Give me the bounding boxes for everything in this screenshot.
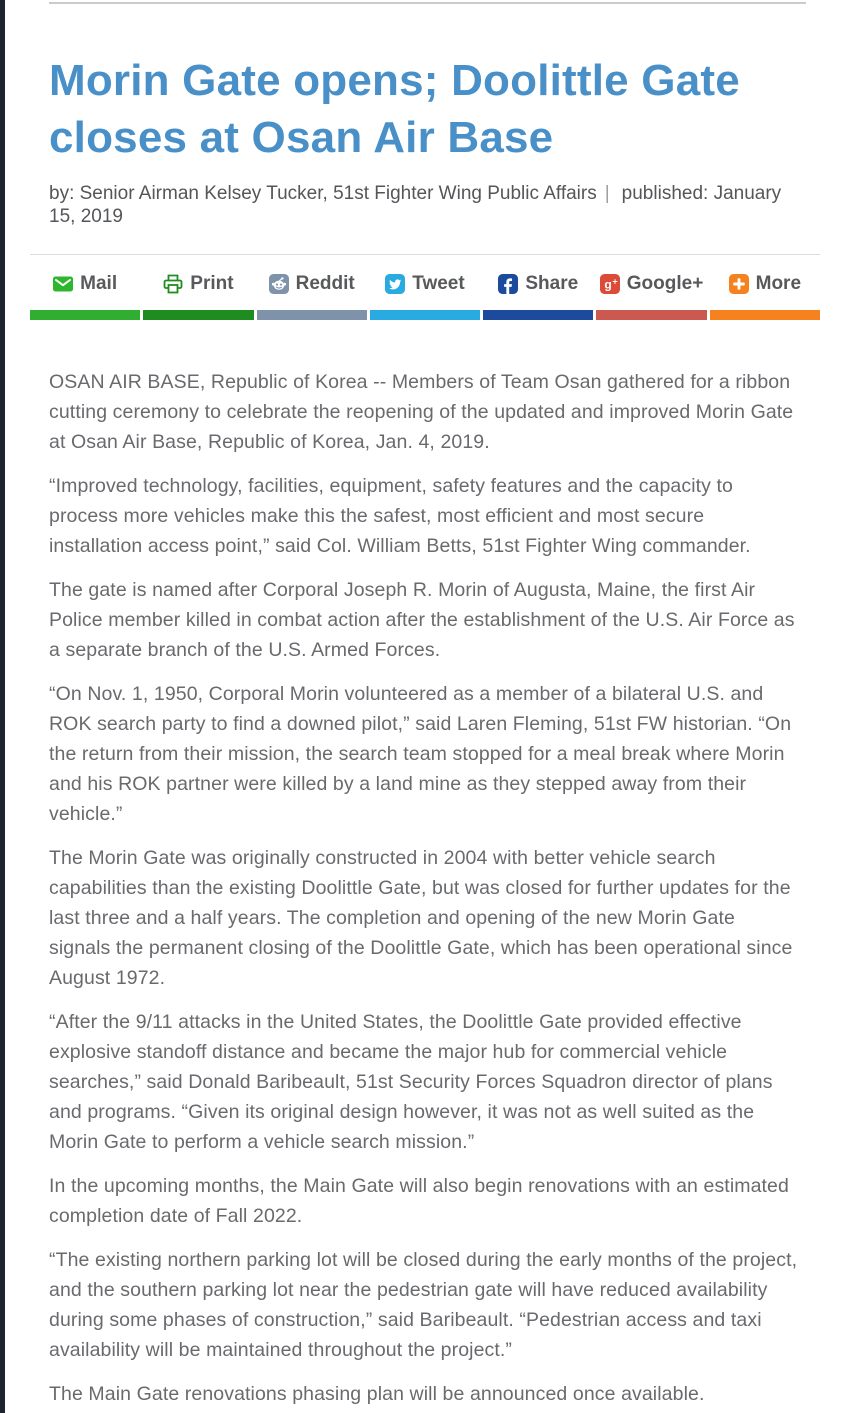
mail-icon (53, 274, 73, 294)
twitter-bird-icon (385, 274, 405, 294)
article-paragraph: “Improved technology, facilities, equipment, safety features and the capacity to process more vehicles make this the safest, most efficient and most secure installation access point,” said Col. William Betts, 51st Fighter Wing commander. (49, 475, 751, 557)
article-paragraph: OSAN AIR BASE, Republic of Korea -- Members of Team Osan gathered for a ribbon cutting ceremony to celebrate the reopening of the updated and improved Morin Gate at Osan Air Base, Republic of Korea, Jan. 4, 2019. (49, 371, 794, 453)
share-button-row (30, 255, 820, 320)
share-button-underline (257, 310, 367, 320)
share-button-underline (596, 310, 706, 320)
page-left-edge-strip (0, 0, 5, 1413)
article-body (0, 367, 843, 1409)
article-paragraph: “After the 9/11 attacks in the United States, the Doolittle Gate provided effective explosive standoff distance and became the major hub for commercial vehicle searches,” said Donald Baribeault, 51st Security Forces Squadron director of plans and programs. “Given its original design however, it was not as well suited as the Morin Gate to perform a vehicle search mission.” (49, 1011, 773, 1153)
print-icon (163, 274, 183, 294)
share-button-tweet[interactable] (370, 270, 480, 320)
share-button-reddit[interactable] (257, 270, 367, 320)
byline (49, 182, 793, 228)
share-button-label: Reddit (295, 272, 355, 294)
share-button-googleplus[interactable] (596, 270, 706, 320)
share-button-label: Mail (80, 272, 118, 294)
share-button-underline (370, 310, 480, 320)
facebook-icon (498, 274, 518, 294)
byline-published-date: published: January 15, 2019 (49, 183, 782, 227)
article-paragraph: In the upcoming months, the Main Gate will also begin renovations with an estimated completion date of Fall 2022. (49, 1175, 789, 1227)
article-paragraph: “On Nov. 1, 1950, Corporal Morin volunteered as a member of a bilateral U.S. and ROK search party to find a downed pilot,” said Laren Fleming, 51st FW historian. “On the return from their mission, the search team stopped for a meal break where Morin and his ROK partner were killed by a land mine as they stepped away from their vehicle.” (49, 683, 792, 825)
share-button-more[interactable] (710, 270, 820, 320)
share-toolbar (0, 254, 843, 320)
byline-separator: | (604, 183, 610, 204)
article-headline: Morin Gate opens; Doolittle Gate closes at Osan Air Base (49, 56, 740, 162)
reddit-icon (269, 274, 289, 294)
share-button-underline (143, 310, 253, 320)
google-plus-icon (600, 274, 620, 294)
share-button-label: Print (190, 272, 234, 294)
share-button-mail[interactable] (30, 270, 140, 320)
article-paragraph: “The existing northern parking lot will be closed during the early months of the project, and the southern parking lot near the pedestrian gate will have reduced availability during some phases of construction,” said Baribeault. “Pedestrian access and taxi availability will be maintained throughout the project.” (49, 1249, 798, 1361)
article-paragraph: The Main Gate renovations phasing plan will be announced once available. (49, 1383, 705, 1405)
share-button-underline (483, 310, 593, 320)
article-paragraph: The Morin Gate was originally constructed in 2004 with better vehicle search capabilities than the existing Doolittle Gate, but was closed for further updates for the last three and a half years. The completion and opening of the new Morin Gate signals the permanent closing of the Doolittle Gate, which has been operational since August 1972. (49, 847, 793, 989)
share-button-underline (710, 310, 820, 320)
article-header (0, 0, 843, 228)
share-button-facebook[interactable] (483, 270, 593, 320)
more-plus-icon (729, 274, 749, 294)
article-paragraph: The gate is named after Corporal Joseph R. Morin of Augusta, Maine, the first Air Police member killed in combat action after the establishment of the U.S. Air Force as a separate branch of the U.S. Armed Forces. (49, 579, 795, 661)
byline-author: by: Senior Airman Kelsey Tucker, 51st Fighter Wing Public Affairs (49, 183, 597, 204)
svg-text:+: + (612, 276, 618, 286)
share-button-underline (30, 310, 140, 320)
svg-text:g: g (604, 277, 612, 291)
share-button-label: Tweet (412, 272, 465, 294)
top-divider (49, 2, 806, 4)
share-button-label: Google+ (626, 272, 704, 294)
share-button-label: Share (525, 272, 579, 294)
share-button-label: More (755, 272, 802, 294)
share-button-print[interactable] (143, 270, 253, 320)
